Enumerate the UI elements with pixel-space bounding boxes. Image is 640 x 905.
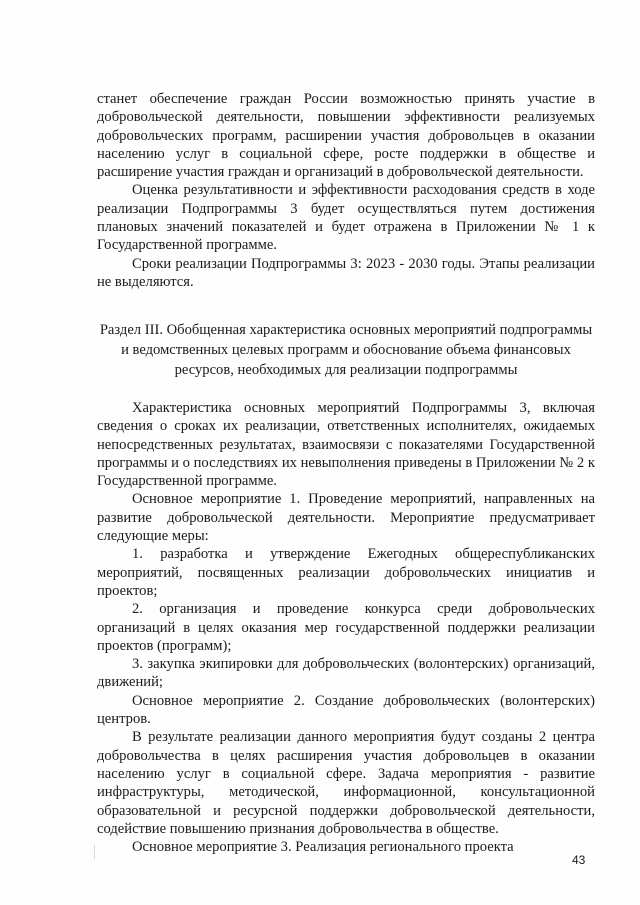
main-text-block [97,399,595,856]
paragraph-characteristics: Характеристика основных мероприятий Подпрограммы 3, включая сведения о сроках их реализации, ответственных исполнителях, ожидаемых непосредственных результатах, взаимосвязи с показателями Государственной программы и о последствиях их невыполнения приведены в Приложении № 2 к Государственной программе. [97,400,595,490]
list-item-3: 3. закупка экипировки для добровольческих (волонтерских) организаций, движений; [97,656,595,691]
paragraph-main-activity-1: Основное мероприятие 1. Проведение мероприятий, направленных на развитие добровольческой деятельности. Мероприятие предусматривает следующие меры: [97,491,595,545]
section-heading: Раздел III. Обобщенная характеристика основных мероприятий подпрограммы и ведомственных целевых программ и обоснование объема финансовых ресурсов, необходимых для реализации подпрограммы [99,322,593,378]
paragraph-volunteer-centers: В результате реализации данного мероприятия будут созданы 2 центра добровольчества в целях расширения участия добровольцев в оказании населению услуг в социальной сфере. Задача мероприятия - развитие инфраструктуры, методической, информационной, консультационной образовательной и ресурсной поддержки добровольческой деятельности, содействие повышению признания добровольчества в обществе. [97,729,595,837]
paragraph-main-activity-3: Основное мероприятие 3. Реализация регионального проекта [132,839,514,856]
paragraph-main-activity-2: Основное мероприятие 2. Создание добровольческих (волонтерских) центров. [97,692,595,728]
paragraph-timeline: Сроки реализации Подпрограммы 3: 2023 - 2030 годы. Этапы реализации не выделяются. [97,255,595,290]
intro-text-block [97,90,595,291]
page-number: 43 [572,853,586,867]
list-item-2: 2. организация и проведение конкурса среди добровольческих организаций в целях оказания мер государственной поддержки реализации проектов (программ); [97,601,595,654]
scan-artifact [94,845,95,859]
paragraph-evaluation: Оценка результативности и эффективности расходования средств в ходе реализации Подпрограммы 3 будет осуществляться путем достижения плановых значений показателей и будет отражена в Приложении № 1 к Государственной программе. [97,182,595,254]
paragraph-expected-results: станет обеспечение граждан России возможностью принять участие в добровольческой деятельности, повышении эффективности реализуемых добровольческих программ, расширении участия добровольцев в оказании населению услуг в социальной сфере, росте поддержки в обществе и расширение участия граждан и организаций в добровольческой деятельности. [97,91,595,181]
list-item-1: 1. разработка и утверждение Ежегодных общереспубликанских мероприятий, посвященных реализации добровольческих инициатив и проектов; [97,546,595,599]
